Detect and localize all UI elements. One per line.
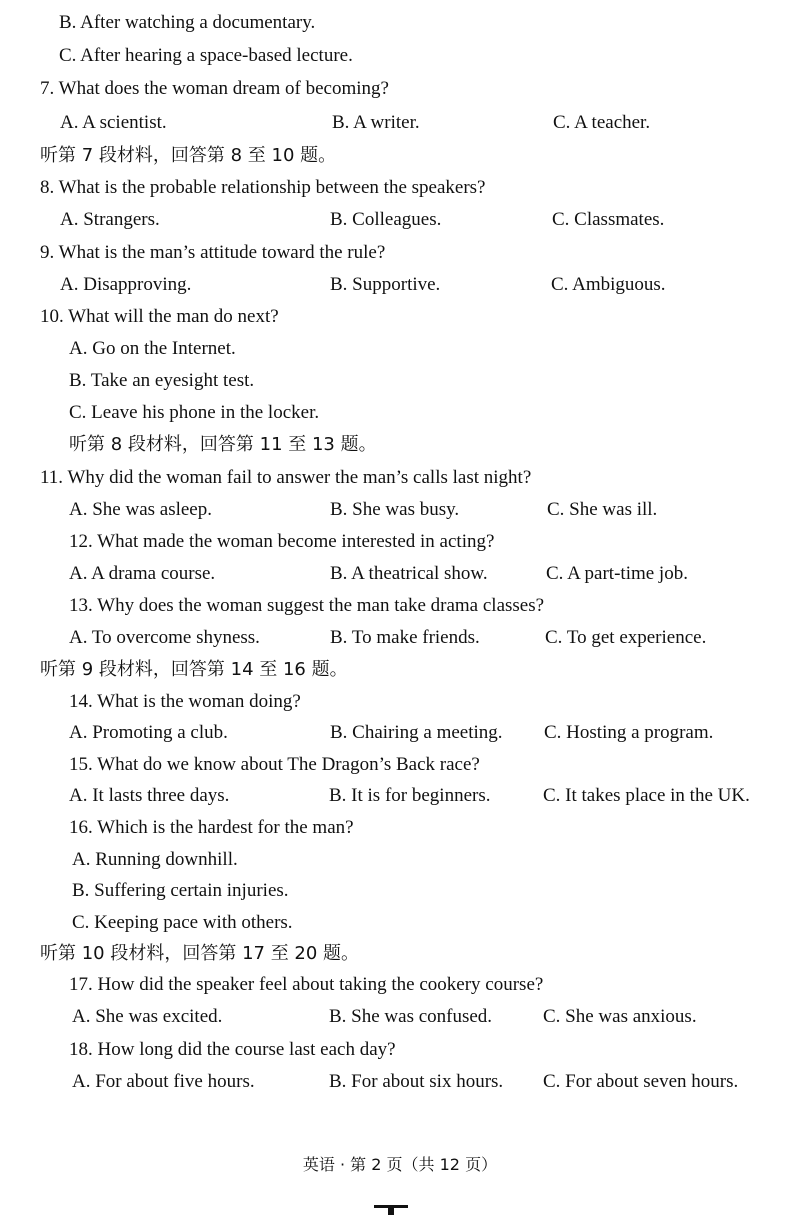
question-18: 18. How long did the course last each day?	[69, 1039, 396, 1060]
question-17: 17. How did the speaker feel about taking the cookery course?	[69, 974, 544, 995]
question-10: 10. What will the man do next?	[40, 306, 279, 327]
option-a: A. Go on the Internet.	[69, 338, 236, 359]
option-b: B. Colleagues.	[330, 209, 442, 230]
option-b: B. A theatrical show.	[330, 563, 488, 584]
option-c: C. She was anxious.	[543, 1006, 697, 1027]
option-a: A. A scientist.	[60, 112, 167, 133]
option-a: A. Disapproving.	[60, 274, 192, 295]
option-b: B. Suffering certain injuries.	[72, 880, 289, 901]
option-a: A. Running downhill.	[72, 849, 238, 870]
option-b: B. Supportive.	[330, 274, 441, 295]
option-b: B. Chairing a meeting.	[330, 722, 503, 743]
option-b: B. It is for beginners.	[329, 785, 491, 806]
option-b: B. She was confused.	[329, 1006, 493, 1027]
question-7: 7. What does the woman dream of becoming?	[40, 78, 389, 99]
option-c: C. It takes place in the UK.	[543, 785, 750, 806]
option-a: A. She was excited.	[72, 1006, 223, 1027]
section-instruction: 听第 7 段材料，回答第 8 至 10 题。	[40, 145, 337, 166]
option-b: B. A writer.	[332, 112, 420, 133]
option-c: C. For about seven hours.	[543, 1071, 739, 1092]
option-a: A. Promoting a club.	[69, 722, 228, 743]
option-b: B. To make friends.	[330, 627, 480, 648]
option-c: C. A teacher.	[553, 112, 651, 133]
option-a: A. Strangers.	[60, 209, 160, 230]
question-8: 8. What is the probable relationship between the speakers?	[40, 177, 486, 198]
section-instruction: 听第 8 段材料，回答第 11 至 13 题。	[69, 434, 377, 455]
option-a: A. She was asleep.	[69, 499, 212, 520]
option-c: C. Classmates.	[552, 209, 665, 230]
option-a: A. For about five hours.	[72, 1071, 255, 1092]
option-c: C. Ambiguous.	[551, 274, 666, 295]
option-c: C. To get experience.	[545, 627, 707, 648]
question-16: 16. Which is the hardest for the man?	[69, 817, 354, 838]
option-b: B. She was busy.	[330, 499, 460, 520]
option-b: B. Take an eyesight test.	[69, 370, 255, 391]
question-14: 14. What is the woman doing?	[69, 691, 301, 712]
question-9: 9. What is the man’s attitude toward the rule?	[40, 242, 386, 263]
option-b: B. For about six hours.	[329, 1071, 504, 1092]
section-instruction: 听第 10 段材料，回答第 17 至 20 题。	[40, 943, 360, 964]
option-a: A. It lasts three days.	[69, 785, 230, 806]
option-a: A. To overcome shyness.	[69, 627, 260, 648]
question-15: 15. What do we know about The Dragon’s Back race?	[69, 754, 480, 775]
option-a: A. A drama course.	[69, 563, 216, 584]
option-b: B. After watching a documentary.	[59, 12, 316, 33]
option-c: C. She was ill.	[547, 499, 658, 520]
option-c: C. After hearing a space-based lecture.	[59, 45, 353, 66]
page-footer: 英语 · 第 2 页（共 12 页）	[302, 1155, 498, 1174]
option-c: C. Leave his phone in the locker.	[69, 402, 320, 423]
binding-mark-icon	[374, 1205, 408, 1215]
question-13: 13. Why does the woman suggest the man take drama classes?	[69, 595, 545, 616]
option-c: C. A part-time job.	[546, 563, 688, 584]
question-12: 12. What made the woman become interested in acting?	[69, 531, 495, 552]
question-11: 11. Why did the woman fail to answer the man’s calls last night?	[40, 467, 532, 488]
option-c: C. Hosting a program.	[544, 722, 714, 743]
section-instruction: 听第 9 段材料，回答第 14 至 16 题。	[40, 659, 348, 680]
option-c: C. Keeping pace with others.	[72, 912, 293, 933]
